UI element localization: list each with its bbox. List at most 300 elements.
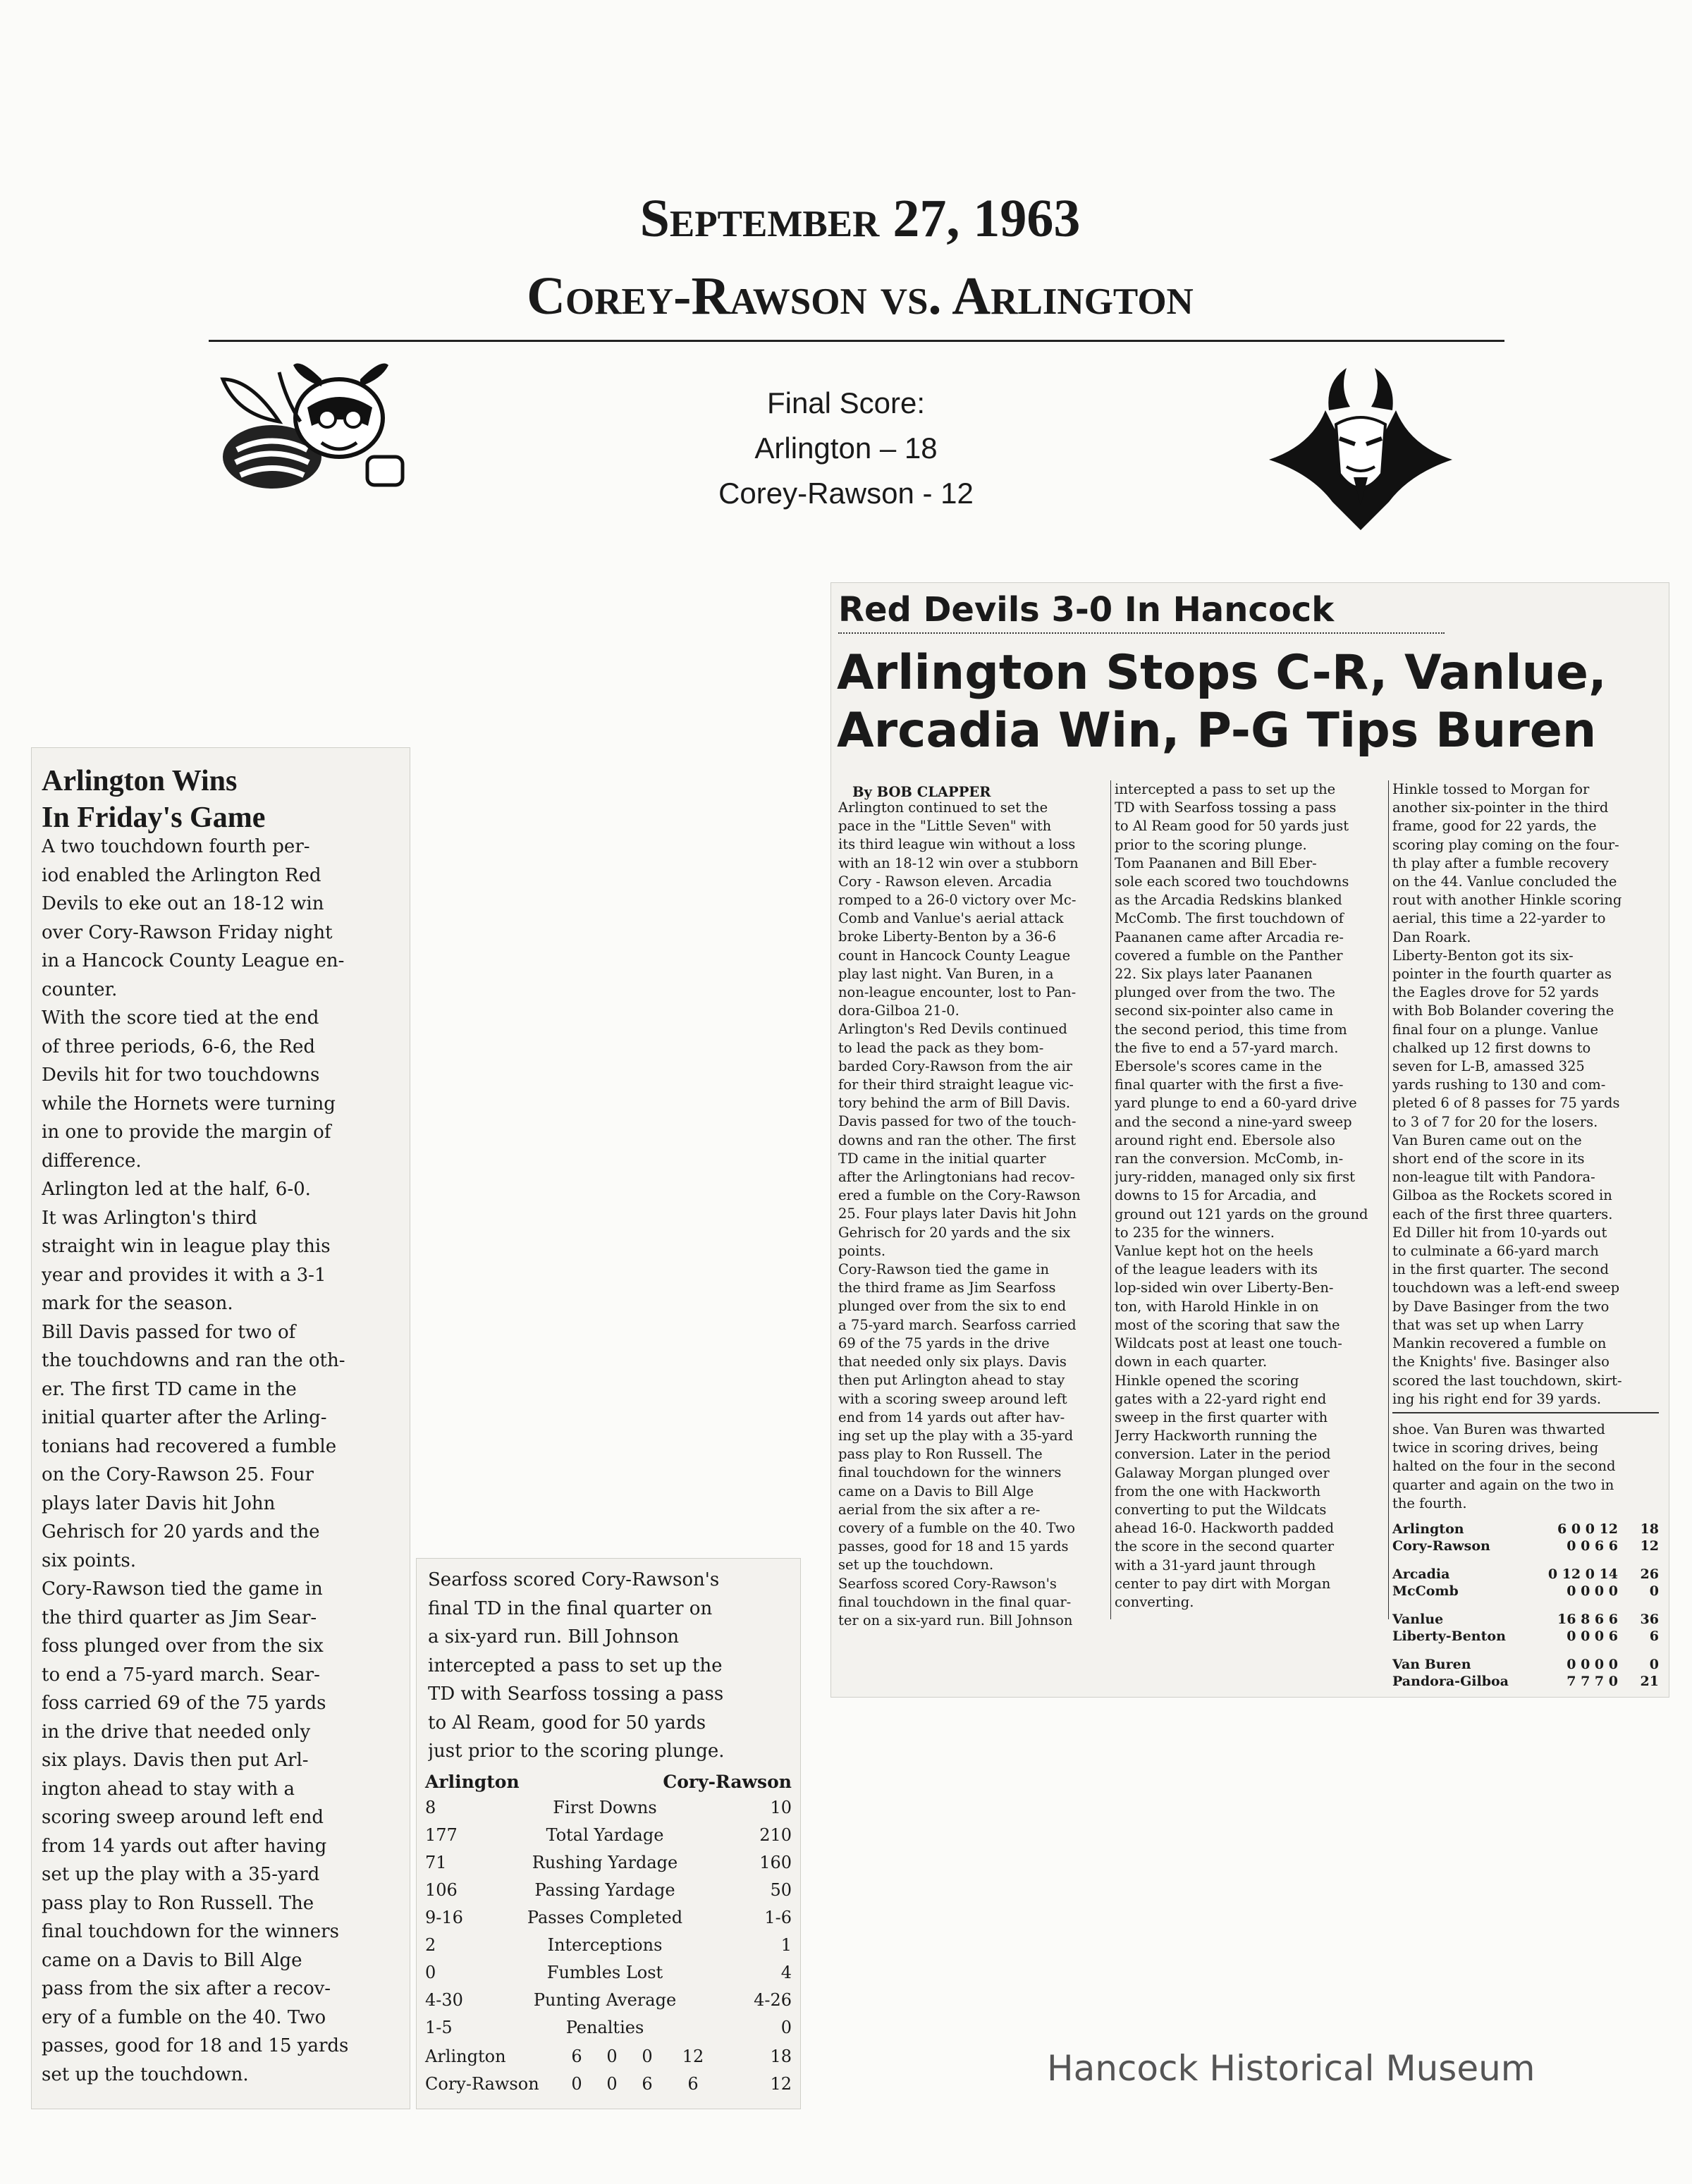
stat-arlington: 0: [425, 1963, 436, 1982]
text-line: ery of a fumble on the 40. Two: [42, 2006, 326, 2028]
text-line: halted on the four in the second: [1392, 1458, 1616, 1475]
text-line: final four on a plunge. Vanlue: [1392, 1021, 1599, 1038]
column-divider-1: [1110, 780, 1111, 1619]
text-line: initial quarter after the Arling-: [42, 1407, 327, 1428]
text-line: tonians had recovered a fumble: [42, 1435, 337, 1457]
text-line: pleted 6 of 8 passes for 75 yards: [1392, 1095, 1620, 1112]
text-line: 25. Four plays later Davis hit John: [838, 1206, 1077, 1222]
score-team: Pandora-Gilboa: [1392, 1674, 1509, 1689]
score-quarters: 6 0 0 12: [1557, 1521, 1618, 1537]
stat-label: Rushing Yardage: [532, 1853, 678, 1872]
text-line: Tom Paananen and Bill Eber-: [1115, 854, 1317, 871]
text-line: set up the touchdown.: [42, 2063, 249, 2085]
text-line: Wildcats post at least one touch-: [1115, 1335, 1342, 1352]
text-line: Hinkle opened the scoring: [1115, 1372, 1299, 1389]
text-line: ter on a six-yard run. Bill Johnson: [838, 1612, 1073, 1628]
text-line: Gilboa as the Rockets scored in: [1392, 1187, 1612, 1204]
text-line: the Knights' five. Basinger also: [1392, 1354, 1610, 1370]
text-line: Jerry Hackworth running the: [1115, 1428, 1318, 1444]
text-line: a six-yard run. Bill Johnson: [428, 1626, 680, 1648]
text-line: pass from the six after a recov-: [42, 1978, 331, 1999]
final-score-block: [620, 381, 1072, 516]
text-line: Vanlue kept hot on the heels: [1115, 1243, 1313, 1260]
line-score-total: 18: [770, 2047, 792, 2066]
text-line: as the Arcadia Redskins blanked: [1115, 892, 1342, 909]
text-line: its third league win without a loss: [838, 836, 1076, 853]
score-quarters: 0 0 0 0: [1567, 1583, 1618, 1599]
text-line: in the first quarter. The second: [1392, 1261, 1609, 1278]
left-headline-2: In Friday's Game: [42, 802, 266, 834]
game-score-row: [1392, 1656, 1659, 1673]
text-line: plunged over from the two. The: [1115, 984, 1335, 1001]
score-team: Arlington: [1392, 1521, 1464, 1537]
line-score-team: Cory-Rawson: [425, 2074, 539, 2094]
score-quarters: 0 12 0 14: [1547, 1566, 1618, 1582]
byline: By BOB CLAPPER: [852, 784, 991, 800]
text-line: Searfoss scored Cory-Rawson's: [838, 1575, 1057, 1592]
text-line: another six-pointer in the third: [1392, 799, 1609, 816]
text-line: pass play to Ron Russell. The: [838, 1446, 1043, 1463]
line-score-row: [425, 2043, 792, 2070]
stat-label: Fumbles Lost: [546, 1963, 663, 1982]
text-line: McComb. The first touchdown of: [1115, 910, 1344, 927]
game-score-row: [1392, 1673, 1659, 1690]
text-line: ington ahead to stay with a: [42, 1778, 295, 1800]
text-line: Arlington continued to set the: [838, 799, 1048, 816]
text-line: Davis passed for two of the touch-: [838, 1113, 1077, 1130]
text-line: chalked up 12 first downs to: [1392, 1039, 1591, 1056]
stat-arlington: 106: [425, 1880, 458, 1900]
score-quarters: 0 0 6 6: [1567, 1538, 1618, 1554]
stat-cory-rawson: 4-26: [754, 1990, 792, 2010]
museum-watermark: Hancock Historical Museum: [1047, 2048, 1535, 2089]
line-score-team: Arlington: [425, 2047, 506, 2066]
text-line: Liberty-Benton got its six-: [1392, 947, 1574, 964]
text-line: ing set up the play with a 35-yard: [838, 1427, 1074, 1444]
text-line: Cory - Rawson eleven. Arcadia: [838, 873, 1053, 890]
text-line: tory behind the arm of Bill Davis.: [838, 1095, 1071, 1112]
text-line: Hinkle tossed to Morgan for: [1392, 781, 1590, 797]
text-line: converting to put the Wildcats: [1115, 1501, 1327, 1518]
text-line: covered a fumble on the Panther: [1115, 947, 1343, 964]
game-score-row: [1392, 1628, 1659, 1645]
text-line: TD came in the initial quarter: [838, 1150, 1046, 1167]
text-line: final TD in the final quarter on: [428, 1597, 713, 1619]
text-line: Mankin recovered a fumble on: [1392, 1335, 1607, 1352]
middle-article-body: [428, 1566, 789, 1766]
game-score-row: [1392, 1538, 1659, 1554]
stats-table: [425, 1794, 792, 2042]
text-line: frame, good for 22 yards, the: [1392, 818, 1597, 835]
kicker-headline: Red Devils 3-0 In Hancock: [838, 590, 1335, 630]
stats-header-cory-rawson: Cory-Rawson: [663, 1772, 792, 1792]
text-line: 69 of the 75 yards in the drive: [838, 1335, 1050, 1351]
text-line: th play after a fumble recovery: [1392, 854, 1609, 871]
text-line: downs and ran the other. The first: [838, 1131, 1077, 1148]
left-article-body: [42, 833, 401, 2089]
text-line: non-league tilt with Pandora-: [1392, 1169, 1595, 1186]
text-line: by Dave Basinger from the two: [1392, 1298, 1610, 1315]
text-line: foss plunged over from the six: [42, 1636, 324, 1657]
stats-row: [425, 1877, 792, 1904]
line-score-q1: 0: [571, 2074, 582, 2094]
score-quarters: 0 0 0 6: [1567, 1628, 1618, 1644]
text-line: final quarter with the first a five-: [1115, 1076, 1344, 1093]
score-quarters: 16 8 6 6: [1557, 1612, 1618, 1627]
stat-label: Passing Yardage: [534, 1880, 675, 1900]
score-total: 26: [1640, 1566, 1659, 1582]
text-line: the second period, this time from: [1115, 1021, 1347, 1038]
stats-header-arlington: Arlington: [425, 1772, 520, 1792]
matchup-heading: Corey-Rawson vs. Arlington: [527, 266, 1194, 326]
text-line: the third frame as Jim Searfoss: [838, 1280, 1056, 1296]
game-score-row: [1392, 1521, 1659, 1538]
text-line: Cory-Rawson tied the game in: [838, 1261, 1050, 1278]
text-line: ahead 16-0. Hackworth padded: [1115, 1520, 1335, 1537]
text-line: Devils hit for two touchdowns: [42, 1065, 320, 1086]
text-line: Gehrisch for 20 yards and the: [42, 1521, 320, 1542]
text-line: play last night. Van Buren, in a: [838, 965, 1054, 982]
stat-cory-rawson: 160: [759, 1853, 792, 1872]
stat-arlington: 9-16: [425, 1908, 463, 1927]
text-line: to 3 of 7 for 20 for the losers.: [1392, 1113, 1598, 1130]
left-clipping: [31, 747, 410, 2109]
text-line: Bill Davis passed for two of: [42, 1321, 296, 1343]
text-line: to lead the pack as they bom-: [838, 1039, 1044, 1056]
text-line: came on a Davis to Bill Alge: [838, 1483, 1034, 1499]
text-line: Devils to eke out an 18-12 win: [42, 893, 324, 914]
text-line: in the drive that needed only: [42, 1721, 311, 1743]
text-line: ered a fumble on the Cory-Rawson: [838, 1187, 1081, 1204]
text-line: seven for L-B, amassed 325: [1392, 1058, 1585, 1075]
text-line: prior to the scoring plunge.: [1115, 836, 1307, 853]
text-line: barded Cory-Rawson from the air: [838, 1057, 1072, 1074]
score-total: 6: [1649, 1628, 1659, 1644]
text-line: to 235 for the winners.: [1115, 1224, 1275, 1241]
text-line: aerial from the six after a re-: [838, 1501, 1041, 1518]
line-score-total: 12: [770, 2074, 792, 2094]
text-line: 22. Six plays later Paananen: [1115, 966, 1313, 983]
text-line: Galaway Morgan plunged over: [1115, 1464, 1330, 1481]
text-line: dora-Gilboa 21-0.: [838, 1002, 960, 1019]
text-line: on the Cory-Rawson 25. Four: [42, 1464, 314, 1485]
middle-clipping: [416, 1558, 801, 2109]
text-line: Cory-Rawson tied the game in: [42, 1578, 323, 1600]
header-rule: [209, 340, 1504, 342]
text-line: set up the play with a 35-yard: [42, 1864, 320, 1885]
text-line: mark for the season.: [42, 1293, 233, 1314]
text-line: A two touchdown fourth per-: [42, 836, 310, 857]
text-line: and the second a nine-yard sweep: [1115, 1113, 1352, 1130]
text-line: while the Hornets were turning: [42, 1093, 336, 1115]
text-line: romped to a 26-0 victory over Mc-: [838, 892, 1077, 909]
text-line: jury-ridden, managed only six first: [1115, 1169, 1355, 1186]
stat-label: Punting Average: [533, 1990, 677, 2010]
text-line: in one to provide the margin of: [42, 1122, 331, 1143]
stat-arlington: 2: [425, 1935, 436, 1955]
stats-row: [425, 1932, 792, 1959]
text-line: pointer in the fourth quarter as: [1392, 966, 1612, 983]
score-team: Vanlue: [1392, 1612, 1444, 1627]
text-line: covery of a fumble on the 40. Two: [838, 1519, 1076, 1536]
text-line: Gehrisch for 20 yards and the six: [838, 1224, 1071, 1241]
text-line: second six-pointer also came in: [1115, 1002, 1334, 1019]
final-score-arlington: Arlington – 18: [754, 431, 938, 465]
text-line: yard plunge to end a 60-yard drive: [1115, 1095, 1357, 1112]
text-line: then put Arlington ahead to stay: [838, 1372, 1065, 1389]
stat-label: Interceptions: [547, 1935, 663, 1955]
text-line: scoring sweep around left end: [42, 1807, 324, 1828]
text-line: final touchdown for the winners: [42, 1921, 339, 1942]
text-line: Van Buren came out on the: [1392, 1131, 1582, 1148]
score-total: 18: [1640, 1521, 1659, 1537]
text-line: from 14 yards out after having: [42, 1835, 327, 1857]
text-line: Ebersole's scores came in the: [1115, 1058, 1323, 1075]
line-score-q4: 12: [682, 2047, 704, 2066]
text-line: after the Arlingtonians had recov-: [838, 1169, 1075, 1186]
stat-cory-rawson: 0: [780, 2018, 792, 2037]
text-line: lop-sided win over Liberty-Ben-: [1115, 1280, 1334, 1296]
text-line: Arlington's Red Devils continued: [838, 1021, 1067, 1038]
text-line: ton, with Harold Hinkle in on: [1115, 1298, 1319, 1315]
text-line: counter.: [42, 978, 118, 1000]
text-line: of three periods, 6-6, the Red: [42, 1036, 315, 1057]
text-line: plunged over from the six to end: [838, 1298, 1067, 1315]
text-line: quarter and again on the two in: [1392, 1476, 1614, 1493]
right-column-1: [838, 799, 1106, 1630]
line-score-q3: 0: [642, 2047, 653, 2066]
text-line: straight win in league play this: [42, 1236, 331, 1257]
text-line: foss carried 69 of the 75 yards: [42, 1693, 326, 1714]
text-line: intercepted a pass to set up the: [1115, 781, 1336, 797]
stat-cory-rawson: 50: [770, 1880, 792, 1900]
text-line: short end of the score in its: [1392, 1151, 1585, 1167]
text-line: end from 14 yards out after hav-: [838, 1409, 1065, 1425]
text-line: the fourth.: [1392, 1495, 1467, 1511]
text-line: Ed Diller hit from 10-yards out: [1392, 1224, 1607, 1241]
line-score-q2: 0: [606, 2074, 618, 2094]
stat-arlington: 8: [425, 1798, 436, 1817]
text-line: just prior to the scoring plunge.: [428, 1741, 725, 1762]
game-score: [1392, 1611, 1659, 1645]
text-line: with a scoring sweep around left: [838, 1390, 1067, 1407]
game-score-row: [1392, 1611, 1659, 1628]
text-line: passes, good for 18 and 15 yards: [838, 1538, 1069, 1555]
text-line: yards rushing to 130 and com-: [1392, 1076, 1606, 1093]
text-line: the score in the second quarter: [1115, 1538, 1335, 1555]
text-line: set up the touchdown.: [838, 1557, 994, 1573]
final-score-corey-rawson: Corey-Rawson - 12: [718, 477, 974, 510]
text-line: final touchdown for the winners: [838, 1464, 1062, 1481]
stats-row: [425, 1822, 792, 1849]
text-line: Searfoss scored Cory-Rawson's: [428, 1569, 720, 1590]
game-score: [1392, 1656, 1659, 1690]
stat-label: Passes Completed: [527, 1908, 683, 1927]
text-line: touchdown was a left-end sweep: [1392, 1280, 1620, 1296]
line-score-q2: 0: [606, 2047, 618, 2066]
text-line: year and provides it with a 3-1: [42, 1264, 326, 1286]
text-line: rout with another Hinkle scoring: [1392, 892, 1622, 909]
text-line: to end a 75-yard march. Sear-: [42, 1664, 320, 1686]
text-line: came on a Davis to Bill Alge: [42, 1949, 302, 1971]
stats-row: [425, 1794, 792, 1822]
text-line: to culminate a 66-yard march: [1392, 1243, 1599, 1260]
text-line: Comb and Vanlue's aerial attack: [838, 910, 1064, 927]
line-score-table: [425, 2043, 792, 2098]
stat-cory-rawson: 1-6: [764, 1908, 792, 1927]
text-line: a 75-yard march. Searfoss carried: [838, 1316, 1077, 1333]
text-line: iod enabled the Arlington Red: [42, 864, 321, 886]
text-line: passes, good for 18 and 15 yards: [42, 2035, 349, 2056]
text-line: With the score tied at the end: [42, 1007, 319, 1029]
score-quarters: 7 7 7 0: [1567, 1674, 1618, 1689]
line-score-q1: 6: [571, 2047, 582, 2066]
stat-arlington: 4-30: [425, 1990, 463, 2010]
text-line: six points.: [42, 1550, 136, 1571]
text-line: Dan Roark.: [1392, 928, 1471, 945]
text-line: to Al Ream, good for 50 yards: [428, 1712, 706, 1734]
text-line: with a 31-yard jaunt through: [1115, 1557, 1316, 1573]
text-line: count in Hancock County League: [838, 947, 1071, 964]
line-score-row: [425, 2070, 792, 2098]
text-line: intercepted a pass to set up the: [428, 1655, 723, 1676]
text-line: It was Arlington's third: [42, 1207, 257, 1229]
text-line: most of the scoring that saw the: [1115, 1316, 1340, 1333]
final-score-label: Final Score:: [766, 386, 926, 419]
text-line: that needed only six plays. Davis: [838, 1354, 1067, 1370]
text-line: TD with Searfoss tossing a pass: [428, 1683, 724, 1705]
text-line: er. The first TD came in the: [42, 1378, 297, 1400]
game-score: [1392, 1566, 1659, 1600]
kicker-rule: [838, 632, 1445, 634]
text-line: points.: [838, 1242, 886, 1259]
text-line: from the one with Hackworth: [1115, 1483, 1321, 1499]
column-3-divider: [1392, 1412, 1659, 1413]
text-line: conversion. Later in the period: [1115, 1446, 1331, 1463]
text-line: six plays. Davis then put Arl-: [42, 1750, 309, 1771]
text-line: sweep in the first quarter with: [1115, 1409, 1328, 1425]
stat-arlington: 177: [425, 1825, 458, 1845]
game-score-row: [1392, 1583, 1659, 1600]
text-line: sole each scored two touchdowns: [1115, 873, 1349, 890]
league-scores: [1392, 1521, 1659, 1701]
text-line: that was set up when Larry: [1392, 1316, 1584, 1333]
stat-arlington: 1-5: [425, 2018, 453, 2037]
score-team: Liberty-Benton: [1392, 1628, 1506, 1644]
right-column-3-tail: [1392, 1421, 1659, 1513]
stat-label: Total Yardage: [546, 1825, 664, 1845]
main-headline-1: Arlington Stops C-R, Vanlue,: [837, 645, 1607, 701]
stat-cory-rawson: 10: [770, 1798, 792, 1817]
text-line: down in each quarter.: [1115, 1354, 1268, 1370]
hornet-logo: [209, 351, 413, 499]
text-line: pace in the "Little Seven" with: [838, 818, 1052, 835]
text-line: twice in scoring drives, being: [1392, 1440, 1599, 1456]
stat-cory-rawson: 210: [759, 1825, 792, 1845]
stat-arlington: 71: [425, 1853, 447, 1872]
text-line: scored the last touchdown, skirt-: [1392, 1372, 1622, 1389]
stats-row: [425, 2014, 792, 2042]
text-line: non-league encounter, lost to Pan-: [838, 984, 1077, 1001]
stats-row: [425, 1904, 792, 1932]
line-score-q4: 6: [687, 2074, 699, 2094]
score-total: 36: [1640, 1612, 1659, 1627]
text-line: pass play to Ron Russell. The: [42, 1892, 314, 1914]
right-clipping: [830, 582, 1669, 1698]
score-total: 0: [1649, 1657, 1659, 1672]
left-headline-1: Arlington Wins: [42, 765, 238, 797]
text-line: plays later Davis hit John: [42, 1492, 276, 1514]
stat-cory-rawson: 1: [780, 1935, 792, 1955]
stats-row: [425, 1849, 792, 1877]
text-line: shoe. Van Buren was thwarted: [1392, 1421, 1605, 1437]
text-line: the third quarter as Jim Sear-: [42, 1607, 317, 1628]
text-line: for their third straight league vic-: [838, 1076, 1074, 1093]
score-quarters: 0 0 0 0: [1567, 1657, 1618, 1672]
text-line: ran the conversion. McComb, in-: [1115, 1151, 1344, 1167]
text-line: each of the first three quarters.: [1392, 1206, 1613, 1222]
score-total: 12: [1640, 1538, 1659, 1554]
stat-label: Penalties: [565, 2018, 644, 2037]
date-heading: September 27, 1963: [639, 189, 1081, 248]
stat-cory-rawson: 4: [780, 1963, 792, 1982]
text-line: ing his right end for 39 yards.: [1392, 1390, 1602, 1407]
text-line: scoring play coming on the four-: [1392, 836, 1619, 853]
text-line: over Cory-Rawson Friday night: [42, 921, 333, 943]
text-line: around right end. Ebersole also: [1115, 1131, 1336, 1148]
text-line: of the league leaders with its: [1115, 1261, 1318, 1278]
score-total: 21: [1640, 1674, 1659, 1689]
column-divider-2: [1388, 780, 1389, 1619]
text-line: downs to 15 for Arcadia, and: [1115, 1187, 1317, 1204]
text-line: the Eagles drove for 52 yards: [1392, 984, 1599, 1001]
text-line: difference.: [42, 1150, 142, 1172]
red-devil-logo: [1269, 361, 1452, 537]
text-line: with an 18-12 win over a stubborn: [838, 854, 1079, 871]
text-line: Paananen came after Arcadia re-: [1115, 928, 1344, 945]
score-team: Arcadia: [1392, 1566, 1450, 1582]
main-headline-2: Arcadia Win, P-G Tips Buren: [837, 703, 1597, 759]
score-total: 0: [1649, 1583, 1659, 1599]
game-score: [1392, 1521, 1659, 1554]
text-line: gates with a 22-yard right end: [1115, 1390, 1327, 1407]
line-score-q3: 6: [642, 2074, 653, 2094]
text-line: converting.: [1115, 1593, 1194, 1610]
text-line: with Bob Bolander covering the: [1392, 1002, 1614, 1019]
stat-label: First Downs: [553, 1798, 657, 1817]
right-column-3: [1392, 780, 1659, 1409]
text-line: Arlington led at the half, 6-0.: [42, 1179, 311, 1200]
text-line: on the 44. Vanlue concluded the: [1392, 873, 1617, 890]
stats-row: [425, 1959, 792, 1987]
text-line: aerial, this time a 22-yarder to: [1392, 910, 1606, 927]
text-line: broke Liberty-Benton by a 36-6: [838, 928, 1057, 945]
score-team: Cory-Rawson: [1392, 1538, 1490, 1554]
right-column-2: [1115, 780, 1383, 1612]
text-line: the five to end a 57-yard march.: [1115, 1039, 1339, 1056]
text-line: final touchdown in the final quar-: [838, 1593, 1072, 1610]
game-score-row: [1392, 1566, 1659, 1583]
text-line: center to pay dirt with Morgan: [1115, 1575, 1331, 1592]
score-team: Van Buren: [1392, 1657, 1471, 1672]
text-line: to Al Ream good for 50 yards just: [1115, 818, 1349, 835]
text-line: ground out 121 yards on the ground: [1115, 1206, 1368, 1222]
text-line: in a Hancock County League en-: [42, 950, 345, 971]
score-team: McComb: [1392, 1583, 1459, 1599]
stats-row: [425, 1987, 792, 2014]
text-line: the touchdowns and ran the oth-: [42, 1350, 345, 1371]
team-stats: [425, 1770, 792, 2098]
